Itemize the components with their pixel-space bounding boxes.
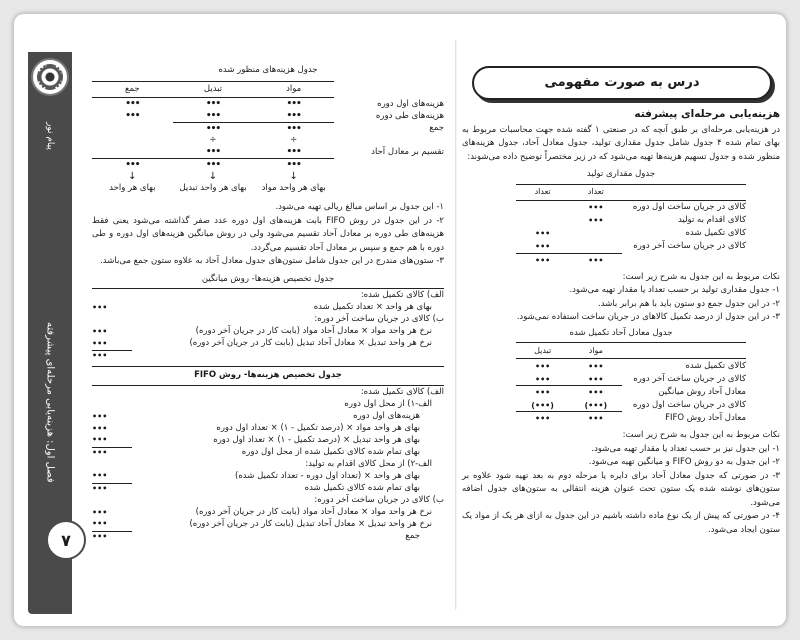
cost-row-unit-costs: بهای هر واحد مواد بهای هر واحد تبدیل بهای هر واحد xyxy=(109,183,326,194)
cost-row-divide-sign: ÷ ÷ xyxy=(209,135,298,146)
page-gutter xyxy=(455,40,457,610)
qty-table-title: جدول مقداری تولید xyxy=(586,169,656,179)
page-number: ۷ xyxy=(46,520,86,560)
cost-row-divide: تقسیم بر معادل آحاد ••• ••• xyxy=(205,147,444,158)
cost-note-2: ۲- در این جدول در روش FIFO بابت هزینه‌های اول دوره عدد صفر گذاشته می‌شود یعنی فقط هزینه‌های طی دوره بر معادل آحاد تقسیم می‌شود ولی در روش میانگین هزینه‌های اول دوره و طی دوره با هم جمع و سپس بر معادل آحاد تقسیم می‌گردد. xyxy=(92,215,444,253)
section-heading: هزینه‌یابی مرحله‌ای پیشرفته xyxy=(634,108,780,120)
cost-row-opening: هزینه‌های اول دوره ••• ••• ••• xyxy=(125,99,444,110)
eq-table-title: جدول معادل آحاد تکمیل شده xyxy=(569,327,673,338)
brand-text: پیام نور xyxy=(45,122,55,150)
qty-note-2: ۲- در این جدول جمع دو ستون باید با هم برابر باشد. xyxy=(598,298,780,309)
eq-note-intro: نکات مربوط به این جدول به شرح زیر است: xyxy=(622,430,780,440)
cost-row-total: جمع ••• ••• xyxy=(92,123,444,135)
cost-row-result: ••• ••• ••• xyxy=(92,159,444,171)
avg-alloc-title: جدول تخصیص هزینه‌ها- روش میانگین xyxy=(201,273,335,284)
cost-row-period: هزینه‌های طی دوره ••• ••• ••• xyxy=(125,111,444,122)
left-page: جدول هزینه‌های منظور شده مواد تبدیل جمع هزینه‌های اول دوره ••• ••• ••• هزینه‌های طی دوره ••• ••• ••• جمع ••• ••• ÷ ÷ تقسیم بر معادل آحاد ••• ••• ••• ••• ••• ↓ ↓ ↓ بهای هر واحد مواد بهای هر واحد تبدیل بهای هر واحد ۱- این جدول بر اساس مبالغ ریالی تهیه می‌شود. ۲- در این جدول در روش FIFO بابت هزینه‌های اول دوره عدد صفر گذاشته می‌شود یعنی فقط هزینه‌های طی دوره بر معادل آحاد تقسیم می‌شود ولی در روش میانگین هزینه‌های اول دوره و طی دوره با هم جمع و سپس بر معادل آحاد تقسیم می‌گردد. ۳- ستون‌های مندرج در این جدول شامل ستون‌های جدول معادل آحاد به علاوه ستون جمع می‌باشد. جدول تخصیص هزینه‌ها- روش میانگین الف) کالای تکمیل شده: بهای هر واحد × تعداد تکمیل شده ••• ب) کالای در جریان ساخت آخر دوره: نرخ هر واحد مواد × معادل آحاد مواد (بابت کار در جریان آخر دوره) ••• نرخ هر واحد تبدیل × معادل آحاد تبدیل (بابت کار در جریان آخر دوره) ••• ••• جدول تخصیص هزینه‌ها- روش FIFO الف) کالای تکمیل شده: الف-۱) از محل اول دوره هزینه‌های اول دوره ••• بهای هر واحد مواد × (درصد تکمیل - ۱) × تعداد اول دوره ••• بهای هر واحد تبدیل × (درصد تکمیل - ۱) × تعداد اول دوره ••• بهای تمام شده کالای تکمیل شده از محل اول دوره ••• الف-۲) از محل کالای اقدام به تولید: بهای هر واحد × (تعداد اول دوره - تعداد تکمیل شده) ••• بهای تمام شده کالای تکمیل شده ••• ب) کالای در جریان ساخت آخر دوره: نرخ هر واحد مواد × معادل آحاد مواد (بابت کار در جریان آخر دوره) ••• نرخ هر واحد تبدیل × معادل آحاد تبدیل (بابت کار در جریان آخر دوره) ••• جمع ••• xyxy=(92,65,444,541)
eq-note-2: ۲- این جدول به دو روش FIFO و میانگین تهیه می‌شود. xyxy=(588,457,780,467)
eq-note-1: ۱- این جدول نیز بر حسب تعداد یا مقدار تهیه می‌شود. xyxy=(591,443,780,454)
cost-table-header: مواد تبدیل جمع xyxy=(124,83,302,94)
fifo-alloc-title: جدول تخصیص هزینه‌ها- روش FIFO xyxy=(194,370,342,380)
chapter-title: فصل اول: هزینه‌یابی مرحله‌ای پیشرفته xyxy=(44,321,56,483)
cost-table-title: جدول هزینه‌های منظور شده xyxy=(218,65,318,75)
qty-note-intro: نکات مربوط به این جدول به شرح زیر است: xyxy=(622,271,780,282)
section-banner: درس به صورت مفهومی xyxy=(472,66,772,100)
cost-row-arrows: ↓ ↓ ↓ xyxy=(128,171,298,183)
university-logo-icon xyxy=(31,58,69,96)
intro-paragraph: در هزینه‌یابی مرحله‌ای بر طبق آنچه که در صنعتی ۱ گفته شده جهت محاسبات مربوط به بهای تمام شده ۴ جدول شامل جدول مقداری تولید، جدول معادل آحاد، جدول هزینه‌های منظور شده و جدول تسهیم هزینه‌ها تهیه می‌شود که در زیر مختصراً توضیح داده می‌شوند: xyxy=(462,124,780,162)
cost-note-1: ۱- این جدول بر اساس مبالغ ریالی تهیه می‌شود. xyxy=(275,202,444,212)
cost-note-3: ۳- ستون‌های مندرج در این جدول شامل ستون‌های جدول معادل آحاد به علاوه ستون جمع می‌باشد. xyxy=(100,256,444,266)
qty-note-1: ۱- جدول مقداری تولید بر حسب تعداد یا مقدار تهیه می‌شود. xyxy=(569,285,780,295)
eq-note-4: ۴- در صورتی که پیش از یک نوع ماده داشته باشیم در این جدول به ازای هر یک از مواد یک ستون ایجاد می‌شود. xyxy=(462,511,780,535)
qty-note-3: ۳- در این جدول از درصد تکمیل کالاهای در جریان ساخت استفاده نمی‌شود. xyxy=(516,312,780,322)
eq-note-3: ۳- در صورتی که جدول معادل آحاد برای دایره یا مرحله دوم به بعد تهیه شود علاوه بر ستون‌های نوشته شده یک ستون تحت عنوان هزینه انتقالی به ستون‌های جدول اضافه می‌شود. xyxy=(462,470,780,508)
right-page: درس به صورت مفهومی هزینه‌یابی مرحله‌ای پیشرفته در هزینه‌یابی مرحله‌ای بر طبق آنچه که در صنعتی ۱ گفته شده جهت محاسبات مربوط به بهای تمام شده ۴ جدول شامل جدول مقداری تولید، جدول معادل آحاد، جدول هزینه‌های منظور شده و جدول تسهیم هزینه‌ها تهیه می‌شود که در زیر مختصراً توضیح داده می‌شوند: جدول مقداری تولید تعداد تعداد کالای در جریان ساخت اول دوره ••• کالای اقدام به تولید ••• کالای تکمیل شده ••• کالای در جریان ساخت آخر دوره ••• ••• ••• نکات مربوط به این جدول به شرح زیر است: ۱- جدول مقداری تولید بر حسب تعداد یا مقدار تهیه می‌شود. ۲- در این جدول جمع دو ستون باید با هم برابر باشد. ۳- در این جدول از درصد تکمیل کالاهای در جریان ساخت استفاده نمی‌شود. جدول معادل آحاد تکمیل شده مواد تبدیل کالای تکمیل شده ••• ••• کالای در جریان ساخت آخر دوره ••• ••• معادل آحاد روش میانگین ••• ••• کالای در جریان ساخت اول دوره (•••) (•••) معادل آحاد روش FIFO ••• ••• نکات مربوط به این جدول به شرح زیر است: ۱- این جدول نیز بر حسب تعداد یا مقدار تهیه می‌شود. ۲- این جدول به دو روش FIFO و میانگین تهیه می‌شود. ۳- در صورتی که جدول معادل آحاد برای دایره یا مرحله دوم به بعد تهیه شود علاوه بر ستون‌های نوشته شده یک ستون تحت عنوان هزینه انتقالی به ستون‌های جدول اضافه می‌شود. ۴- در صورتی که پیش از یک نوع ماده داشته باشیم در این جدول به ازای هر یک از مواد یک ستون ایجاد می‌شود. xyxy=(462,66,780,537)
